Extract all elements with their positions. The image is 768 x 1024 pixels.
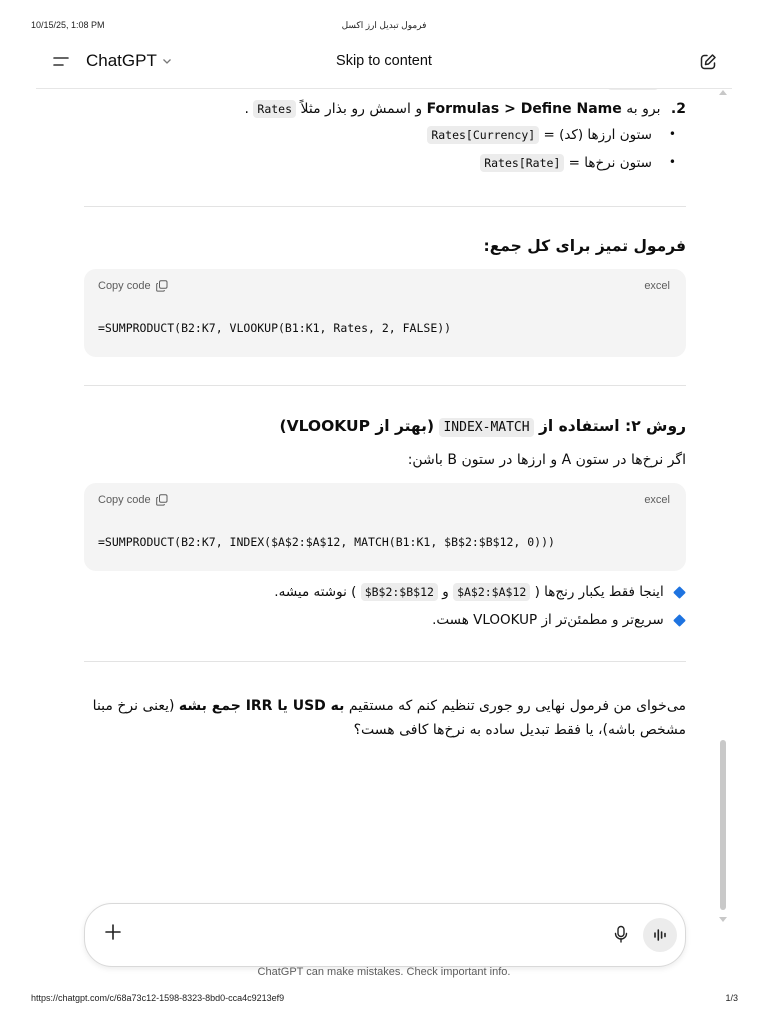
heading-suffix: (بهتر از VLOOKUP)	[279, 417, 435, 435]
follow-up-question	[84, 694, 686, 742]
print-header	[0, 0, 768, 40]
copy-code-label: Copy code	[98, 280, 151, 292]
copy-code-button[interactable]	[98, 494, 168, 506]
step-number: 2.	[670, 101, 686, 117]
new-chat-icon	[698, 52, 718, 72]
plus-icon	[101, 920, 125, 944]
question-part-1: می‌خوای من فرمول نهایی رو جوری تنظیم کنم که مستقیم	[348, 698, 686, 714]
list-item	[480, 155, 652, 171]
voice-mode-icon	[643, 918, 677, 952]
bullet-label: ستون ارزها (کد) =	[543, 127, 652, 143]
blue-diamond-icon	[673, 614, 686, 627]
step-end: .	[244, 101, 249, 117]
copy-code-button[interactable]	[98, 280, 168, 292]
copy-icon	[156, 280, 168, 292]
bullet-label: ستون نرخ‌ها =	[568, 155, 652, 171]
question-bold: به USD یا IRR جمع بشه	[178, 698, 345, 714]
step-text-after: و اسمش رو بذار مثلاً	[300, 101, 423, 117]
section-heading	[279, 417, 686, 435]
step-2-line	[245, 99, 687, 119]
scroll-down-arrow-icon[interactable]	[719, 917, 727, 922]
code-text: =SUMPRODUCT(B2:K7, VLOOKUP(B1:K1, Rates, 2, FALSE))	[98, 321, 452, 335]
section-divider	[84, 661, 686, 662]
question-part-2: (یعنی نرخ مبنا مشخص باشه)، یا فقط تبدیل ساده به نرخ‌ها کافی هست؟	[92, 698, 686, 738]
print-page-number: 1/3	[725, 993, 738, 1003]
dictate-button[interactable]	[611, 924, 631, 944]
copy-code-label: Copy code	[98, 494, 151, 506]
menu-icon	[50, 52, 72, 72]
message-composer	[84, 903, 686, 967]
note-code: $B$2:$B$12	[361, 583, 438, 601]
new-chat-button[interactable]	[698, 52, 718, 72]
microphone-icon	[611, 924, 631, 944]
bullet-code: Rates[Currency]	[427, 126, 539, 144]
note-text: سریع‌تر و مطمئن‌تر از VLOOKUP هست.	[432, 612, 664, 628]
print-datetime: 10/15/25, 1:08 PM	[31, 20, 105, 30]
brand-label: ChatGPT	[86, 51, 157, 70]
note-line	[432, 612, 686, 628]
partially-hidden-line	[362, 89, 662, 91]
message-input[interactable]	[141, 922, 581, 946]
section-heading: فرمول تمیز برای کل جمع:	[483, 237, 686, 255]
code-language-label: excel	[644, 280, 670, 292]
code-text: =SUMPRODUCT(B2:K7, INDEX($A$2:$A$12, MATCH(B1:K1, $B$2:$B$12, 0)))	[98, 535, 555, 549]
sidebar-menu-button[interactable]	[50, 52, 72, 72]
note-line	[274, 584, 686, 600]
list-item	[427, 127, 652, 143]
note-text-before: اینجا فقط یکبار رنج‌ها (	[534, 584, 664, 600]
disclaimer-text: ChatGPT can make mistakes. Check important info.	[257, 966, 511, 978]
note-text-after: ) نوشته میشه.	[274, 584, 357, 600]
paragraph: اگر نرخ‌ها در ستون A و ارزها در ستون B باشن:	[407, 452, 686, 468]
skip-to-content-link[interactable]: Skip to content	[336, 53, 432, 69]
scrollbar-thumb[interactable]	[720, 740, 726, 910]
blue-diamond-icon	[673, 586, 686, 599]
note-code: $A$2:$A$12	[453, 583, 530, 601]
scrollbar[interactable]	[716, 90, 730, 922]
code-language-label: excel	[644, 494, 670, 506]
range-name-code: Rates	[253, 100, 296, 118]
scroll-up-arrow-icon[interactable]	[719, 90, 727, 95]
model-selector[interactable]	[86, 51, 173, 71]
top-bar	[36, 42, 732, 82]
chevron-down-icon	[161, 55, 173, 67]
print-document-title: فرمول تبدیل ارز اکسل	[341, 20, 427, 30]
section-divider	[84, 206, 686, 207]
menu-path: Formulas > Define Name	[426, 101, 622, 117]
heading-code: INDEX-MATCH	[439, 418, 533, 437]
heading-prefix: روش ۲: استفاده از	[538, 417, 686, 435]
copy-icon	[156, 494, 168, 506]
section-divider	[84, 385, 686, 386]
step-text-before: برو به	[626, 101, 661, 117]
voice-mode-button[interactable]	[643, 918, 677, 952]
code-block	[84, 269, 686, 357]
print-url: https://chatgpt.com/c/68a73c12-1598-8323-8bd0-cca4c9213ef9	[31, 993, 285, 1003]
bullet-code: Rates[Rate]	[480, 154, 564, 172]
note-middle: و	[442, 584, 449, 600]
conversation-content	[84, 89, 686, 889]
code-block	[84, 483, 686, 571]
add-attachment-button[interactable]	[101, 920, 125, 944]
